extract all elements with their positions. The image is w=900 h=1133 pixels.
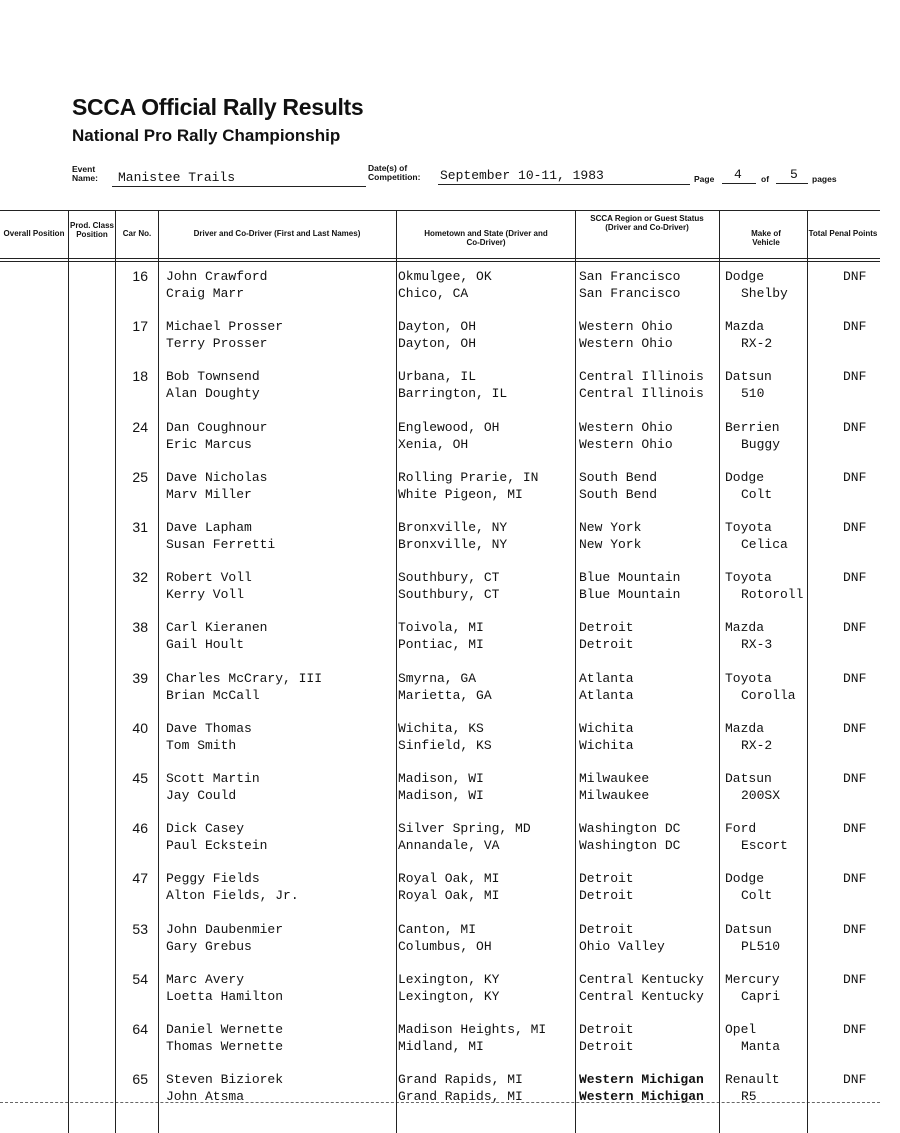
driver-name-cell: Michael Prosser xyxy=(166,319,284,335)
driver-region-cell: Wichita xyxy=(579,720,634,736)
vehicle-make-cell: Dodge xyxy=(725,871,765,887)
driver-name-cell: Dave Nicholas xyxy=(166,469,268,485)
car-number-cell: 46 xyxy=(132,820,148,837)
table-row xyxy=(0,966,900,1016)
codriver-region-cell: Detroit xyxy=(579,888,634,904)
driver-hometown-cell: Toivola, MI xyxy=(398,620,484,636)
driver-name-cell: Scott Martin xyxy=(166,771,260,786)
codriver-name-cell: John Atsma xyxy=(166,1089,245,1105)
vehicle-make-cell: Datsun xyxy=(725,369,772,385)
codriver-hometown-cell: Marietta, GA xyxy=(398,687,492,703)
codriver-name-cell: Gary Grebus xyxy=(166,938,252,954)
codriver-hometown-cell: Sinfield, KS xyxy=(398,737,492,753)
driver-hometown-cell: Canton, MI xyxy=(398,921,477,937)
driver-name-cell: John Crawford xyxy=(166,269,268,284)
event-name-underline xyxy=(112,186,366,187)
driver-region-cell: South Bend xyxy=(579,469,658,485)
event-name-value: Manistee Trails xyxy=(118,170,236,185)
car-number-cell: 45 xyxy=(132,770,148,786)
penalty-points-cell: DNF xyxy=(843,1072,867,1088)
vehicle-make-cell: Dodge xyxy=(725,269,765,284)
penalty-points-cell: DNF xyxy=(843,871,867,887)
vehicle-make-cell: Toyota xyxy=(725,520,772,535)
dates-value: September 10-11, 1983 xyxy=(440,168,604,183)
penalty-points-cell: DNF xyxy=(843,570,867,586)
codriver-region-cell: Western Michigan xyxy=(579,1089,704,1105)
event-name-label: Event Name: xyxy=(72,164,98,183)
driver-region-cell: Blue Mountain xyxy=(579,570,681,586)
penalty-points-cell: DNF xyxy=(843,971,867,987)
vehicle-model-cell: Colt xyxy=(741,888,773,904)
driver-name-cell: Peggy Fields xyxy=(166,871,260,887)
driver-name-cell: Robert Voll xyxy=(166,570,252,586)
codriver-hometown-cell: White Pigeon, MI xyxy=(398,486,523,502)
driver-region-cell: San Francisco xyxy=(579,269,681,284)
table-row xyxy=(0,263,900,313)
penalty-points-cell: DNF xyxy=(843,319,867,335)
col-header-car: Car No. xyxy=(122,229,152,238)
vehicle-model-cell: Colt xyxy=(741,486,773,502)
driver-region-cell: Western Ohio xyxy=(579,419,673,435)
table-row xyxy=(0,715,900,765)
driver-hometown-cell: Smyrna, GA xyxy=(398,670,477,686)
driver-region-cell: Western Michigan xyxy=(579,1072,704,1088)
codriver-name-cell: Tom Smith xyxy=(166,737,237,753)
table-row xyxy=(0,313,900,363)
codriver-region-cell: Western Ohio xyxy=(579,336,673,352)
driver-hometown-cell: Madison, WI xyxy=(398,771,484,786)
codriver-region-cell: Washington DC xyxy=(579,838,681,854)
driver-hometown-cell: Royal Oak, MI xyxy=(398,871,500,887)
table-row xyxy=(0,1016,900,1066)
vehicle-model-cell: Escort xyxy=(741,838,788,854)
vehicle-make-cell: Datsun xyxy=(725,771,772,786)
table-top-border xyxy=(0,210,880,211)
codriver-region-cell: Detroit xyxy=(579,1039,634,1054)
table-row xyxy=(0,1066,900,1116)
codriver-hometown-cell: Bronxville, NY xyxy=(398,537,508,552)
penalty-points-cell: DNF xyxy=(843,670,867,686)
codriver-name-cell: Eric Marcus xyxy=(166,436,252,452)
vehicle-model-cell: RX-2 xyxy=(741,737,773,753)
codriver-region-cell: Blue Mountain xyxy=(579,587,681,603)
driver-region-cell: Detroit xyxy=(579,620,634,636)
codriver-region-cell: Wichita xyxy=(579,737,634,753)
codriver-name-cell: Jay Could xyxy=(166,788,237,803)
table-row xyxy=(0,363,900,413)
driver-hometown-cell: Madison Heights, MI xyxy=(398,1022,547,1037)
penalty-points-cell: DNF xyxy=(843,620,867,636)
page-number-underline xyxy=(722,183,756,184)
vehicle-model-cell: R5 xyxy=(741,1089,757,1105)
vehicle-make-cell: Mazda xyxy=(725,319,765,335)
table-row xyxy=(0,464,900,514)
penalty-points-cell: DNF xyxy=(843,720,867,736)
codriver-name-cell: Alan Doughty xyxy=(166,386,260,402)
vehicle-model-cell: Celica xyxy=(741,537,788,552)
dates-underline xyxy=(438,184,690,185)
car-number-cell: 53 xyxy=(132,920,148,937)
penalty-points-cell: DNF xyxy=(843,469,867,485)
table-header-divider-2 xyxy=(0,261,880,262)
car-number-cell: 64 xyxy=(132,1021,148,1037)
driver-name-cell: John Daubenmier xyxy=(166,921,284,937)
codriver-region-cell: South Bend xyxy=(579,486,658,502)
driver-region-cell: Western Ohio xyxy=(579,319,673,335)
driver-name-cell: Dave Thomas xyxy=(166,720,252,736)
vehicle-model-cell: Rotoroll xyxy=(741,587,804,603)
codriver-hometown-cell: Midland, MI xyxy=(398,1039,484,1054)
table-row xyxy=(0,564,900,614)
vehicle-make-cell: Berrien xyxy=(725,419,780,435)
car-number-cell: 40 xyxy=(132,719,148,736)
table-header-divider xyxy=(0,258,880,259)
car-number-cell: 39 xyxy=(132,669,148,686)
penalty-points-cell: DNF xyxy=(843,269,867,284)
table-row xyxy=(0,815,900,865)
driver-region-cell: Detroit xyxy=(579,1022,634,1037)
driver-hometown-cell: Dayton, OH xyxy=(398,319,477,335)
col-header-points: Total Penal Points xyxy=(808,229,878,238)
driver-name-cell: Dave Lapham xyxy=(166,520,252,535)
vehicle-make-cell: Mercury xyxy=(725,971,780,987)
car-number-cell: 25 xyxy=(132,468,148,485)
table-row xyxy=(0,665,900,715)
vehicle-make-cell: Dodge xyxy=(725,469,765,485)
codriver-hometown-cell: Dayton, OH xyxy=(398,336,477,352)
page-number: 4 xyxy=(734,167,742,182)
driver-hometown-cell: Southbury, CT xyxy=(398,570,500,586)
page-label: Page xyxy=(694,174,715,184)
codriver-name-cell: Thomas Wernette xyxy=(166,1039,284,1054)
col-header-region: SCCA Region or Guest Status (Driver and Co-Driver) xyxy=(590,214,704,232)
driver-name-cell: Bob Townsend xyxy=(166,369,260,385)
codriver-name-cell: Gail Hoult xyxy=(166,637,245,653)
vehicle-model-cell: 200SX xyxy=(741,788,781,803)
of-label: of xyxy=(761,174,770,184)
codriver-hometown-cell: Xenia, OH xyxy=(398,436,469,452)
col-header-overall: Overall Position xyxy=(3,229,65,238)
codriver-region-cell: Ohio Valley xyxy=(579,938,665,954)
page-total-underline xyxy=(776,183,808,184)
driver-region-cell: Central Illinois xyxy=(579,369,704,385)
vehicle-model-cell: RX-3 xyxy=(741,637,773,653)
vehicle-make-cell: Toyota xyxy=(725,570,772,586)
vehicle-model-cell: 510 xyxy=(741,386,765,402)
col-header-hometown: Hometown and State (Driver and Co-Driver) xyxy=(424,229,548,247)
driver-hometown-cell: Urbana, IL xyxy=(398,369,477,385)
table-row xyxy=(0,865,900,915)
vehicle-model-cell: Corolla xyxy=(741,687,796,703)
codriver-region-cell: Western Ohio xyxy=(579,436,673,452)
penalty-points-cell: DNF xyxy=(843,1022,867,1037)
penalty-points-cell: DNF xyxy=(843,921,867,937)
table-row xyxy=(0,414,900,464)
codriver-name-cell: Craig Marr xyxy=(166,286,245,301)
codriver-hometown-cell: Madison, WI xyxy=(398,788,484,803)
driver-name-cell: Carl Kieranen xyxy=(166,620,268,636)
vehicle-make-cell: Renault xyxy=(725,1072,780,1088)
page-total: 5 xyxy=(790,167,798,182)
vehicle-model-cell: Shelby xyxy=(741,286,788,301)
col-header-make: Make of Vehicle xyxy=(751,229,781,247)
vehicle-make-cell: Opel xyxy=(725,1022,757,1037)
codriver-name-cell: Susan Ferretti xyxy=(166,537,276,552)
codriver-region-cell: Detroit xyxy=(579,637,634,653)
codriver-region-cell: New York xyxy=(579,537,642,552)
car-number-cell: 18 xyxy=(132,368,148,385)
car-number-cell: 17 xyxy=(132,318,148,335)
col-header-driver: Driver and Co-Driver (First and Last Names) xyxy=(193,229,361,238)
car-number-cell: 32 xyxy=(132,569,148,586)
codriver-name-cell: Brian McCall xyxy=(166,687,260,703)
driver-name-cell: Dick Casey xyxy=(166,821,245,837)
table-row xyxy=(0,916,900,966)
driver-hometown-cell: Rolling Prarie, IN xyxy=(398,469,539,485)
vehicle-model-cell: Buggy xyxy=(741,436,781,452)
codriver-hometown-cell: Barrington, IL xyxy=(398,386,508,402)
driver-region-cell: Detroit xyxy=(579,871,634,887)
driver-hometown-cell: Englewood, OH xyxy=(398,419,500,435)
vehicle-model-cell: PL510 xyxy=(741,938,781,954)
table-row xyxy=(0,765,900,815)
codriver-name-cell: Alton Fields, Jr. xyxy=(166,888,299,904)
car-number-cell: 65 xyxy=(132,1071,148,1088)
codriver-region-cell: Atlanta xyxy=(579,687,634,703)
codriver-hometown-cell: Annandale, VA xyxy=(398,838,500,854)
car-number-cell: 16 xyxy=(132,268,148,284)
codriver-hometown-cell: Royal Oak, MI xyxy=(398,888,500,904)
dates-label: Date(s) of Competition: xyxy=(368,163,421,182)
page-title: SCCA Official Rally Results xyxy=(72,94,364,120)
col-header-class: Prod. Class Position xyxy=(69,221,114,239)
page-subtitle: National Pro Rally Championship xyxy=(72,126,341,145)
codriver-name-cell: Kerry Voll xyxy=(166,587,245,603)
driver-hometown-cell: Bronxville, NY xyxy=(398,520,508,535)
penalty-points-cell: DNF xyxy=(843,821,867,837)
driver-region-cell: Washington DC xyxy=(579,821,681,837)
penalty-points-cell: DNF xyxy=(843,369,867,385)
vehicle-make-cell: Datsun xyxy=(725,921,772,937)
vehicle-make-cell: Toyota xyxy=(725,670,772,686)
codriver-region-cell: Central Kentucky xyxy=(579,988,704,1004)
penalty-points-cell: DNF xyxy=(843,419,867,435)
driver-hometown-cell: Silver Spring, MD xyxy=(398,821,531,837)
driver-name-cell: Charles McCrary, III xyxy=(166,670,323,686)
penalty-points-cell: DNF xyxy=(843,520,867,535)
driver-region-cell: Atlanta xyxy=(579,670,634,686)
driver-name-cell: Dan Coughnour xyxy=(166,419,268,435)
car-number-cell: 24 xyxy=(132,418,148,435)
codriver-name-cell: Loetta Hamilton xyxy=(166,988,284,1004)
codriver-hometown-cell: Southbury, CT xyxy=(398,587,500,603)
driver-region-cell: Detroit xyxy=(579,921,634,937)
driver-hometown-cell: Okmulgee, OK xyxy=(398,269,492,284)
table-row xyxy=(0,614,900,664)
car-number-cell: 54 xyxy=(132,970,148,987)
vehicle-make-cell: Mazda xyxy=(725,720,765,736)
codriver-region-cell: Milwaukee xyxy=(579,788,650,803)
car-number-cell: 47 xyxy=(132,870,148,887)
codriver-region-cell: Central Illinois xyxy=(579,386,704,402)
codriver-hometown-cell: Pontiac, MI xyxy=(398,637,484,653)
table-row xyxy=(0,514,900,564)
driver-name-cell: Daniel Wernette xyxy=(166,1022,284,1037)
codriver-name-cell: Marv Miller xyxy=(166,486,252,502)
vehicle-make-cell: Mazda xyxy=(725,620,765,636)
driver-hometown-cell: Grand Rapids, MI xyxy=(398,1072,523,1088)
driver-name-cell: Marc Avery xyxy=(166,971,245,987)
vehicle-model-cell: RX-2 xyxy=(741,336,773,352)
penalty-points-cell: DNF xyxy=(843,771,867,786)
vehicle-make-cell: Ford xyxy=(725,821,757,837)
codriver-hometown-cell: Chico, CA xyxy=(398,286,469,301)
car-number-cell: 38 xyxy=(132,619,148,636)
vehicle-model-cell: Manta xyxy=(741,1039,781,1054)
pages-label: pages xyxy=(812,174,837,184)
codriver-name-cell: Terry Prosser xyxy=(166,336,268,352)
driver-hometown-cell: Lexington, KY xyxy=(398,971,500,987)
codriver-region-cell: San Francisco xyxy=(579,286,681,301)
driver-name-cell: Steven Biziorek xyxy=(166,1072,284,1088)
driver-region-cell: Milwaukee xyxy=(579,771,650,786)
codriver-hometown-cell: Columbus, OH xyxy=(398,938,492,954)
codriver-name-cell: Paul Eckstein xyxy=(166,838,268,854)
car-number-cell: 31 xyxy=(132,519,148,535)
codriver-hometown-cell: Grand Rapids, MI xyxy=(398,1089,523,1105)
codriver-hometown-cell: Lexington, KY xyxy=(398,988,500,1004)
driver-region-cell: New York xyxy=(579,520,642,535)
vehicle-model-cell: Capri xyxy=(741,988,781,1004)
driver-region-cell: Central Kentucky xyxy=(579,971,704,987)
driver-hometown-cell: Wichita, KS xyxy=(398,720,484,736)
